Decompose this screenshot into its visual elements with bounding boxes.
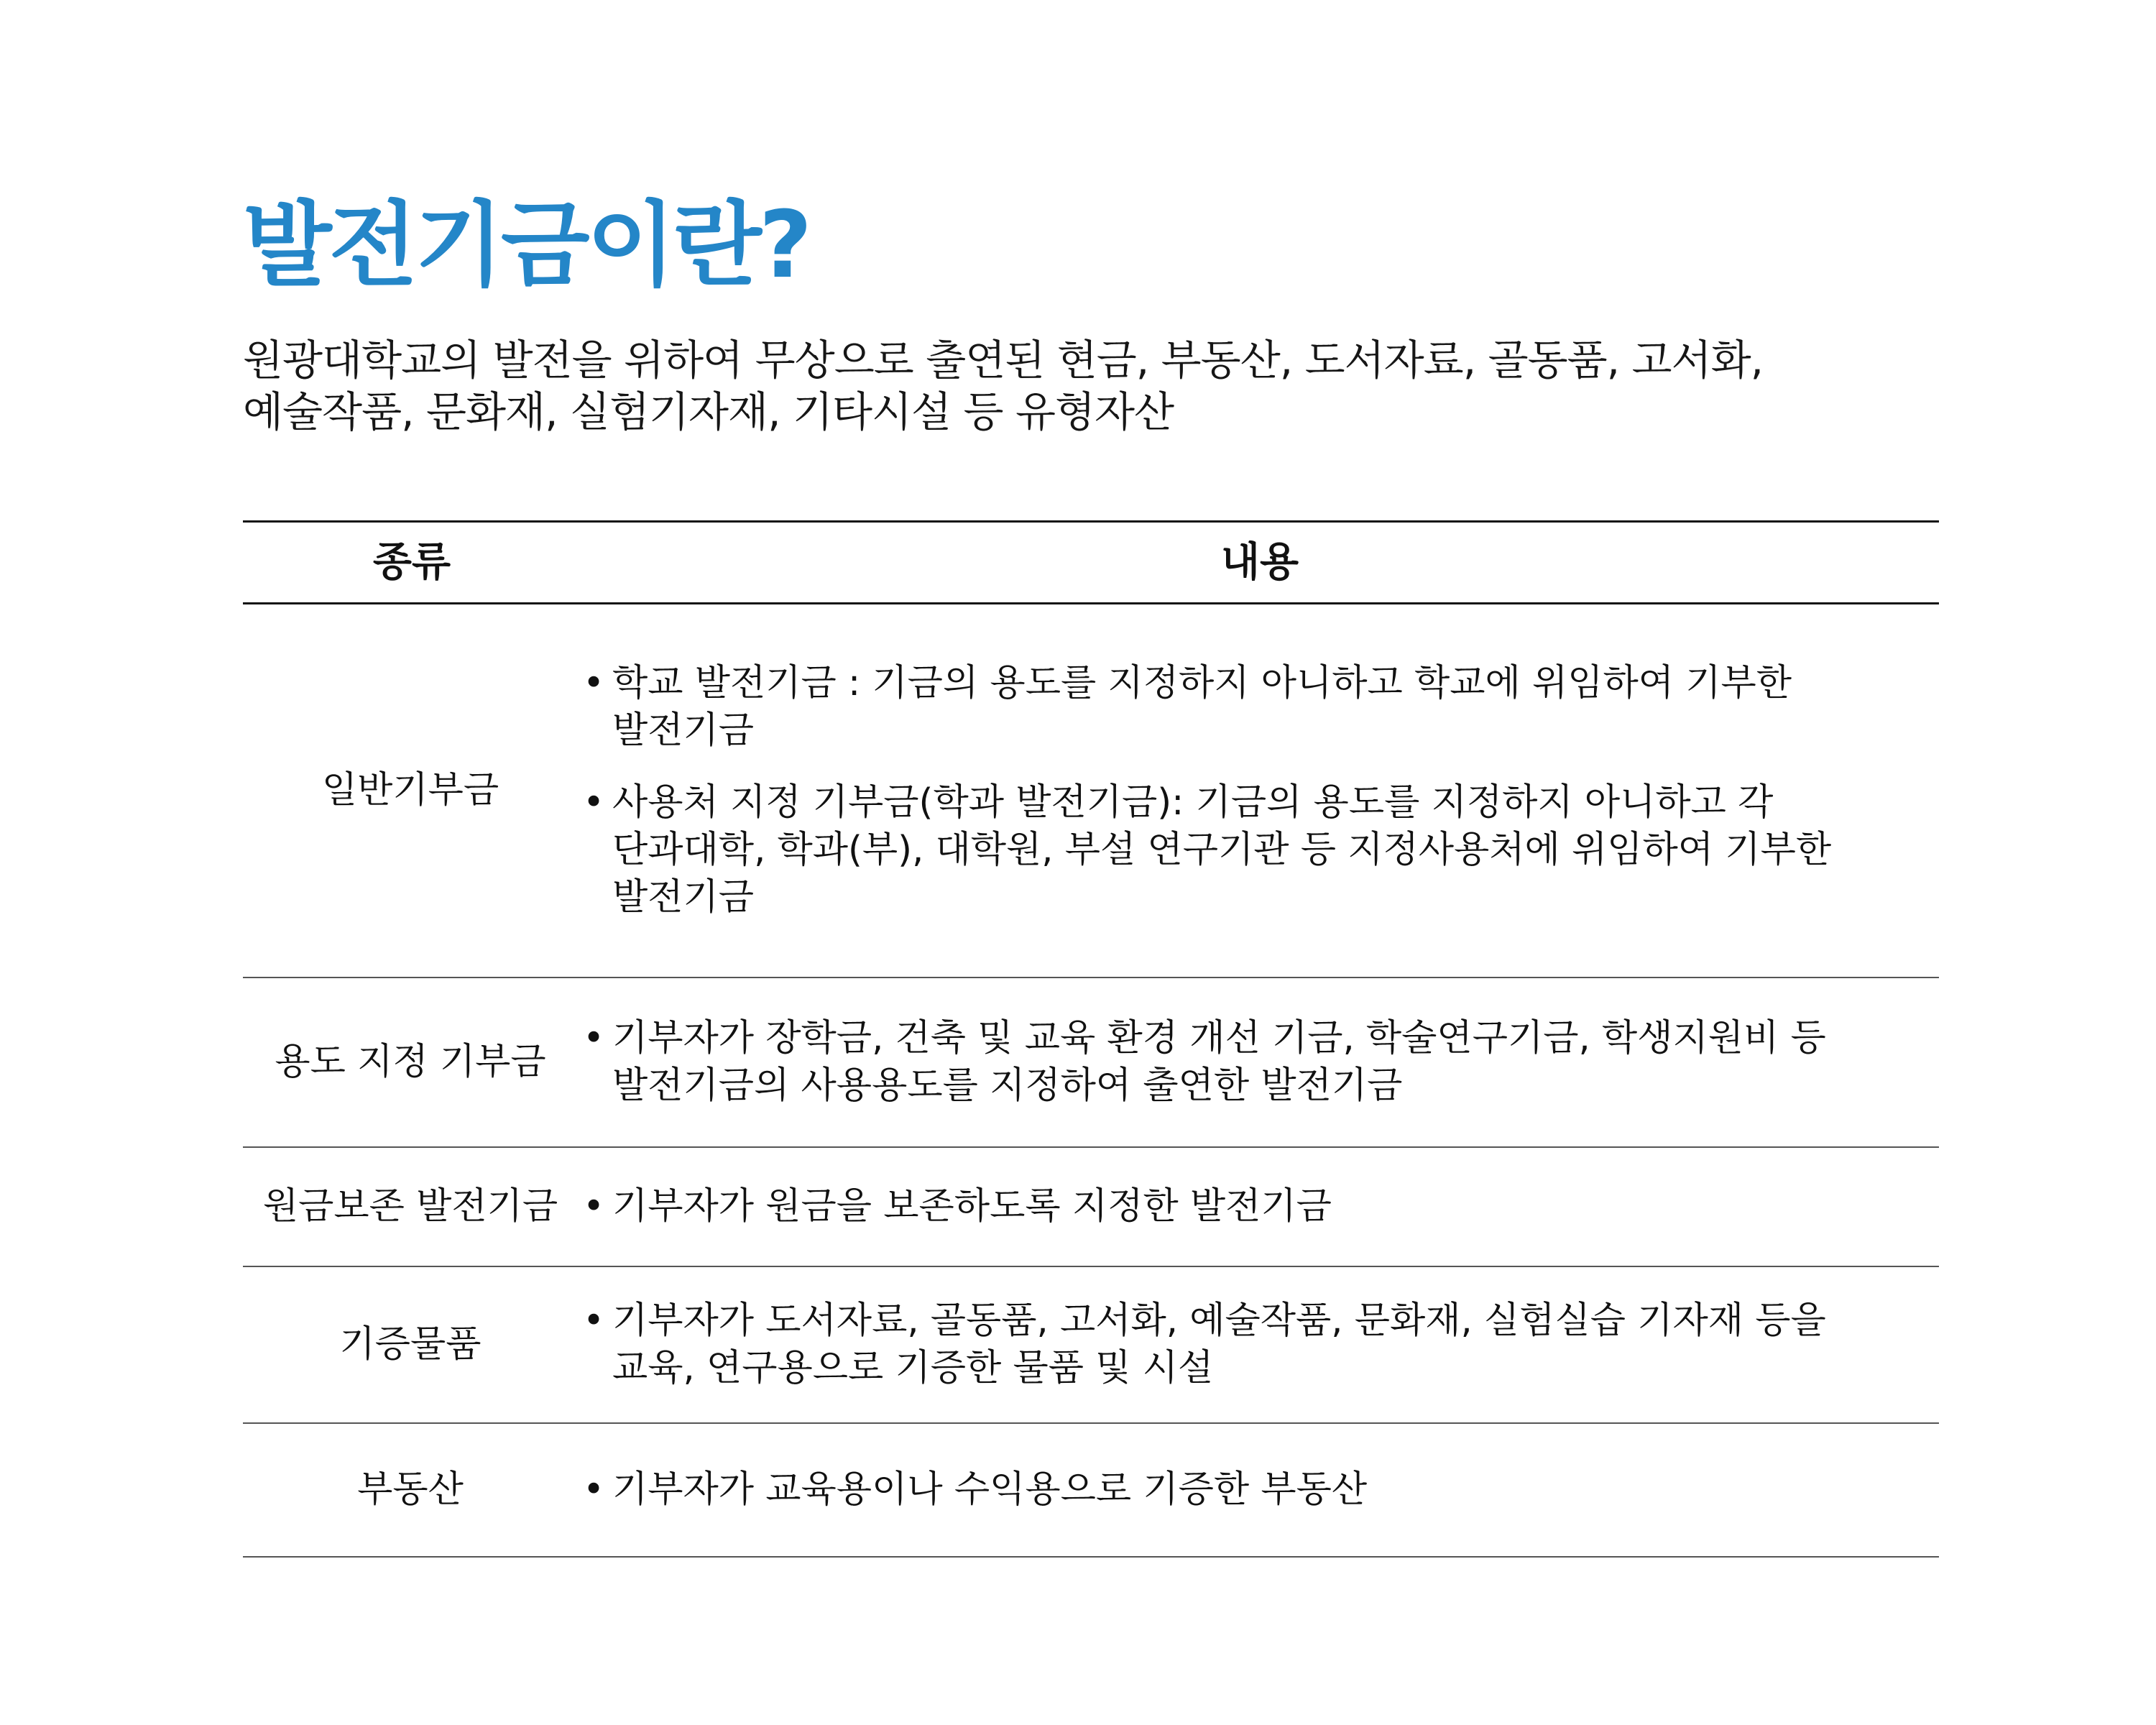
- bullet-text-line: 사용처 지정 기부금(학과 발전기금): 기금의 용도를 지정하지 아니하고 각: [612, 781, 1774, 824]
- bullet-icon: •: [582, 781, 605, 824]
- bullet-list: [581, 1015, 1939, 1110]
- bullet-list: [581, 1466, 1939, 1514]
- bullet-text-line: 기부자가 원금을 보존하도록 지정한 발전기금: [612, 1184, 1332, 1228]
- table-row: [243, 1147, 1939, 1266]
- bullet-list: [581, 1183, 1939, 1230]
- bullet-item: [581, 660, 1939, 755]
- bullet-text-line: 단과대학, 학과(부), 대학원, 부설 연구기관 등 지정사용처에 위임하여 기부한: [612, 828, 1832, 871]
- bullet-icon: •: [582, 1299, 605, 1342]
- row-type: 용도 지정 기부금: [243, 978, 581, 1147]
- bullet-icon: •: [582, 1468, 605, 1511]
- table-header: [243, 522, 1939, 604]
- row-type: 기증물품: [243, 1266, 581, 1423]
- bullet-item: [581, 1183, 1939, 1230]
- bullet-icon: •: [582, 1184, 605, 1228]
- page-title: 발전기금이란?: [243, 192, 810, 299]
- bullet-text-line: 학교 발전기금 : 기금의 용도를 지정하지 아니하고 학교에 위임하여 기부한: [612, 661, 1792, 704]
- description-line: 예술작품, 문화재, 실험기자재, 기타시설 등 유형자산: [243, 387, 1174, 436]
- bullet-text-line: 기부자가 도서자료, 골동품, 고서화, 예술작품, 문화재, 실험실습 기자재 등을: [612, 1299, 1826, 1342]
- bullet-text-line: 발전기금의 사용용도를 지정하여 출연한 발전기금: [612, 1064, 1403, 1107]
- bullet-text-line: 기부자가 교육용이나 수익용으로 기증한 부동산: [612, 1468, 1368, 1511]
- page-description: [243, 334, 1968, 438]
- row-content: [581, 978, 1939, 1147]
- bullet-text-line: 발전기금: [612, 709, 755, 752]
- table-row: [243, 978, 1939, 1147]
- header-content: 내용: [581, 522, 1939, 604]
- bullet-item: [581, 1015, 1939, 1110]
- description-line: 원광대학교의 발전을 위하여 무상으로 출연된 현금, 부동산, 도서자료, 골동품, 고서화,: [243, 336, 1764, 385]
- bullet-item: [581, 1466, 1939, 1514]
- table-row: [243, 1423, 1939, 1557]
- bullet-list: [581, 660, 1939, 921]
- table-header-row: [243, 522, 1939, 604]
- table-row: [243, 1266, 1939, 1423]
- row-type: 일반기부금: [243, 604, 581, 978]
- row-content: [581, 1266, 1939, 1423]
- bullet-icon: •: [582, 661, 605, 704]
- bullet-icon: •: [582, 1016, 605, 1059]
- donation-types-table: [243, 520, 1939, 1558]
- bullet-item: [581, 1297, 1939, 1392]
- bullet-item: [581, 779, 1939, 921]
- table-row: [243, 604, 1939, 978]
- row-type: 원금보존 발전기금: [243, 1147, 581, 1266]
- bullet-text-line: 기부자가 장학금, 건축 및 교육 환경 개선 기금, 학술연구기금, 학생지원비 등: [612, 1016, 1826, 1059]
- row-content: [581, 1147, 1939, 1266]
- bullet-text-line: 교육, 연구용으로 기증한 물품 및 시설: [612, 1346, 1214, 1389]
- row-content: [581, 1423, 1939, 1557]
- table-body: [243, 604, 1939, 1557]
- bullet-text-line: 발전기금: [612, 875, 755, 919]
- row-content: [581, 604, 1939, 978]
- bullet-list: [581, 1297, 1939, 1392]
- header-type: 종류: [243, 522, 581, 604]
- row-type: 부동산: [243, 1423, 581, 1557]
